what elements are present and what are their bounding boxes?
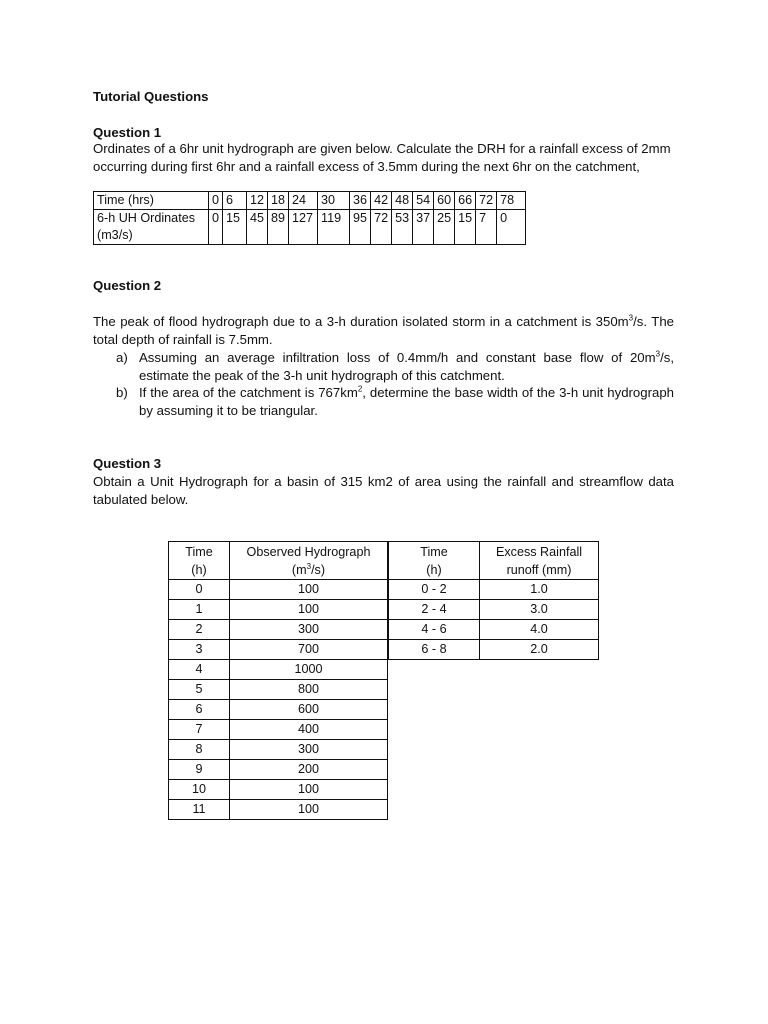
table-cell: 15 [223,210,247,245]
table-row-time [94,192,526,210]
uh-ordinates-table [93,191,526,245]
table-header-row [169,542,388,580]
q2-heading: Question 2 [93,278,162,293]
q3-heading: Question 3 [93,456,162,471]
flow-cell: 100 [230,600,388,620]
column-header-time: Time (h) [169,542,230,580]
table-row [169,800,388,820]
list-marker: a) [116,350,128,365]
flow-cell: 800 [230,680,388,700]
observed-hydrograph-table [168,541,388,820]
table-row [169,680,388,700]
table-row [389,640,599,660]
table-row [169,580,388,600]
table-row [169,740,388,760]
table-row [169,600,388,620]
table-header-row [389,542,599,580]
table-cell: 24 [289,192,318,210]
time-cell: 10 [169,780,230,800]
flow-cell: 600 [230,700,388,720]
excess-rainfall-table [388,541,599,660]
table-cell: 7 [476,210,497,245]
list-text: Assuming an average infiltration loss of 0.4mm/h and constant base flow of $20m^3/s$, estimate the peak of the 3-h unit hydrograph of this catchment. [139,349,674,383]
table-row [169,720,388,740]
time-cell: 4 [169,660,230,680]
flow-cell: 100 [230,580,388,600]
rain-cell: 1.0 [480,580,599,600]
table-cell: 66 [455,192,476,210]
rain-cell: 2.0 [480,640,599,660]
table-row-ordinates [94,210,526,245]
table-cell: 0 [497,210,526,245]
flow-cell: 400 [230,720,388,740]
table-cell: 127 [289,210,318,245]
table-row [169,620,388,640]
time-cell: 1 [169,600,230,620]
list-marker: b) [116,385,128,400]
table-cell: 30 [318,192,350,210]
table-row [169,700,388,720]
flow-cell: 300 [230,620,388,640]
table-row [389,600,599,620]
table-cell: 78 [497,192,526,210]
table-cell: 119 [318,210,350,245]
row-label-time: Time (hrs) [94,192,209,210]
rain-cell: 4.0 [480,620,599,640]
time-cell: 2 [169,620,230,640]
table-cell: 12 [247,192,268,210]
table-row [389,580,599,600]
table-cell: 15 [455,210,476,245]
time-cell: 5 [169,680,230,700]
page-title: Tutorial Questions [93,89,209,104]
table-row [389,620,599,640]
time-cell: 3 [169,640,230,660]
row-label-ordinates: 6-h UH Ordinates (m3/s) [94,210,209,245]
flow-cell: 200 [230,760,388,780]
list-text: If the area of the catchment is $767km^2$, determine the base width of the 3-h unit hydrograph by assuming it to be triangular. [139,384,674,418]
time-cell: 6 - 8 [389,640,480,660]
flow-cell: 700 [230,640,388,660]
table-row [169,660,388,680]
time-cell: 4 - 6 [389,620,480,640]
time-cell: 9 [169,760,230,780]
table-cell: 25 [434,210,455,245]
flow-cell: 100 [230,800,388,820]
table-row [169,760,388,780]
time-cell: 6 [169,700,230,720]
q1-text: Ordinates of a 6hr unit hydrograph are given below. Calculate the DRH for a rainfall excess of 2mm occurring during first 6hr and a rainfall excess of 3.5mm during the next 6hr on the catchment, [93,141,671,174]
table-cell: 37 [413,210,434,245]
flow-cell: 1000 [230,660,388,680]
table-cell: 60 [434,192,455,210]
q3-text: Obtain a Unit Hydrograph for a basin of 315 km2 of area using the rainfall and streamflow data tabulated below. [93,474,674,507]
column-header-rainfall: Excess Rainfall runoff (mm) [480,542,599,580]
table-cell: 0 [209,192,223,210]
column-header-time: Time (h) [389,542,480,580]
time-cell: 11 [169,800,230,820]
column-header-hydrograph: Observed Hydrograph $(m^3/s)$ [230,542,388,580]
table-cell: 53 [392,210,413,245]
flow-cell: 300 [230,740,388,760]
table-cell: 18 [268,192,289,210]
table-row [169,780,388,800]
table-cell: 48 [392,192,413,210]
table-cell: 6 [223,192,247,210]
table-cell: 72 [371,210,392,245]
time-cell: 2 - 4 [389,600,480,620]
q2-intro: The peak of flood hydrograph due to a 3-h duration isolated storm in a catchment is $350m^3/s$. The total depth of rainfall is 7.5mm. [93,313,674,347]
table-row [169,640,388,660]
table-cell: 54 [413,192,434,210]
time-cell: 0 [169,580,230,600]
table-cell: 42 [371,192,392,210]
table-cell: 95 [350,210,371,245]
table-cell: 45 [247,210,268,245]
flow-cell: 100 [230,780,388,800]
table-cell: 0 [209,210,223,245]
time-cell: 0 - 2 [389,580,480,600]
time-cell: 8 [169,740,230,760]
table-cell: 72 [476,192,497,210]
q1-heading: Question 1 [93,125,162,140]
time-cell: 7 [169,720,230,740]
table-cell: 36 [350,192,371,210]
rain-cell: 3.0 [480,600,599,620]
table-cell: 89 [268,210,289,245]
